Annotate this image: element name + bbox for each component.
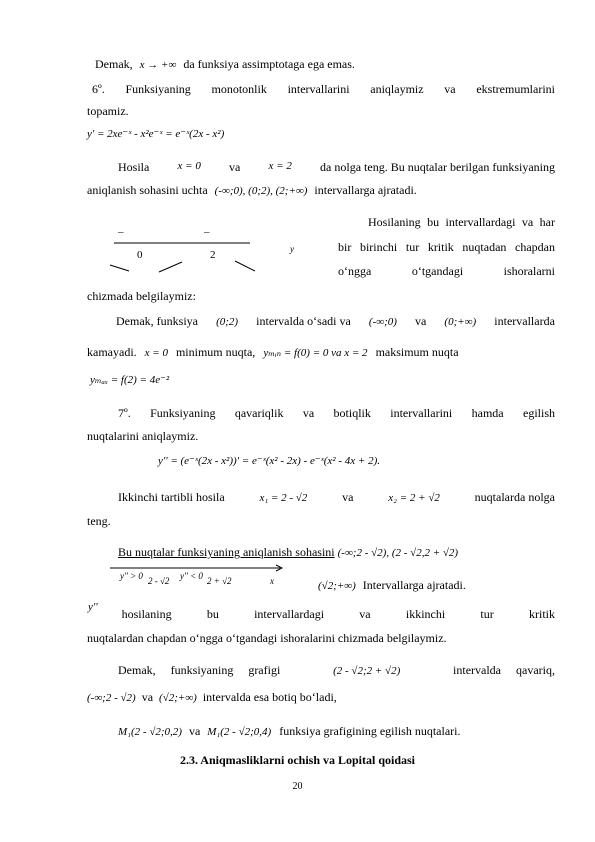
math-expression: x = 2 (268, 160, 292, 172)
text-line: Bu nuqtalar funksiyaning aniqlanish sohasini (-∞;2 - √2), (2 - √2,2 + √2) (118, 545, 459, 559)
math-expression: y'' (88, 601, 98, 613)
text-line: Hosilaning bu intervallardagi va har (368, 215, 555, 229)
tick-label: 0 (137, 249, 143, 261)
section-7-heading: 7º. Funksiyaning qavariqlik va botiqlik intervallarini hamda egilish (118, 406, 555, 420)
sign-label: y'' < 0 (180, 571, 203, 581)
math-expression: (0;+∞) (444, 316, 477, 328)
tick-label: 2 (210, 249, 216, 261)
text-line: o‘ngga o‘tgandagi ishoralarni (338, 264, 555, 278)
sign-label: – (118, 226, 124, 238)
derivative-formula: y' = 2xe⁻ˣ - x²e⁻ˣ = e⁻ˣ(2x - x²) (87, 128, 225, 140)
math-expression: (√2;+∞) (318, 580, 356, 592)
math-expression: x = 0 (177, 160, 201, 172)
math-expression: (-∞;0), (0;2), (2;+∞) (214, 185, 308, 197)
text-line: Ikkinchi tartibli hosila x₁ = 2 - √2 va x₂ = 2 + √2 nuqtalarda nolga (118, 490, 555, 504)
text-line: bir birinchi tur kritik nuqtadan chapdan (338, 240, 555, 254)
tick-label: 2 - √2 (148, 576, 170, 586)
section-6-heading: 6º. Funksiyaning monotonlik intervallarini aniqlaymiz va ekstremumlarini (92, 82, 555, 96)
math-expression: x → +∞ (139, 59, 177, 71)
section-heading: 2.3. Aniqmasliklarni ochish va Lopital qoidasi (179, 753, 416, 767)
sign-diagram-second-derivative (110, 564, 315, 590)
text-line: nuqtalarini aniqlaymiz. (87, 429, 199, 443)
text-line: Demak, funksiyaning grafigi (2 - √2;2 + √2) intervalda qavariq, (118, 663, 555, 677)
arrow-icon (235, 261, 255, 271)
math-expression: x₁ = 2 - √2 (259, 492, 308, 504)
text-line: Demak, x → +∞ da funksiya assimptotaga ega emas. (95, 57, 355, 71)
math-expression: (2 - √2;2 + √2) (333, 665, 401, 677)
axis-label: y (290, 244, 294, 254)
text-line: aniqlanish sohasini uchta (-∞;0), (0;2), (2;+∞) intervallarga ajratadi. (87, 183, 417, 197)
sign-label: – (204, 226, 210, 238)
text-line: kamayadi. x = 0 minimum nuqta, yₘᵢₙ = f(0) = 0 va x = 2 maksimum nuqta (87, 345, 459, 359)
text-line: M₁(2 - √2;0,2) va M₁(2 - √2;0,4) funksiya grafigining egilish nuqtalari. (118, 724, 461, 738)
arrow-icon (159, 262, 182, 272)
math-expression: x₂ = 2 + √2 (388, 492, 440, 504)
page-number: 20 (292, 781, 303, 792)
math-expression: yₘᵢₙ = f(0) = 0 va x = 2 (263, 347, 368, 359)
text-line: Hosila x = 0 va x = 2 da nolga teng. Bu nuqtalar berilgan funksiyaning (118, 160, 555, 174)
axis-label: x (270, 576, 274, 586)
text-line: teng. (87, 514, 111, 528)
sign-label: y'' > 0 (120, 571, 143, 581)
text-line: (√2;+∞) Intervallarga ajratadi. (318, 578, 466, 592)
text-line: nuqtalardan chapdan o‘ngga o‘tgandagi ishoralarini chizmada belgilaymiz. (87, 631, 447, 645)
math-expression: (√2;+∞) (159, 692, 197, 704)
second-derivative-formula: y'' = (e⁻ˣ(2x - x²))' = e⁻ˣ(x² - 2x) - e⁻ˣ(x² - 4x + 2). (158, 455, 380, 467)
math-expression: (-∞;2 - √2), (2 - √2,2 + √2) (337, 547, 459, 559)
sign-diagram-first-derivative (87, 220, 317, 275)
math-expression: M₁(2 - √2;0,4) (207, 726, 272, 738)
math-expression: (-∞;2 - √2) (87, 692, 136, 704)
text-line: Demak, funksiya (0;2) intervalda o‘sadi va (-∞;0) va (0;+∞) intervallarda (116, 314, 555, 328)
arrow-icon (110, 265, 129, 271)
text-line: chizmada belgilaymiz: (87, 289, 196, 303)
max-value-formula: yₘₐₓ = f(2) = 4e⁻² (90, 374, 170, 386)
text-line: (-∞;2 - √2) va (√2;+∞) intervalda esa botiq bo‘ladi, (87, 690, 337, 704)
tick-label: 2 + √2 (207, 576, 232, 586)
text-line: topamiz. (87, 104, 129, 118)
math-expression: (0;2) (216, 316, 239, 328)
text-line: y'' hosilaning bu intervallardagi va ikkinchi tur kritik (88, 601, 555, 621)
math-expression: M₁(2 - √2;0,2) (118, 726, 182, 738)
math-expression: (-∞;0) (368, 316, 397, 328)
math-expression: x = 0 (144, 347, 168, 359)
